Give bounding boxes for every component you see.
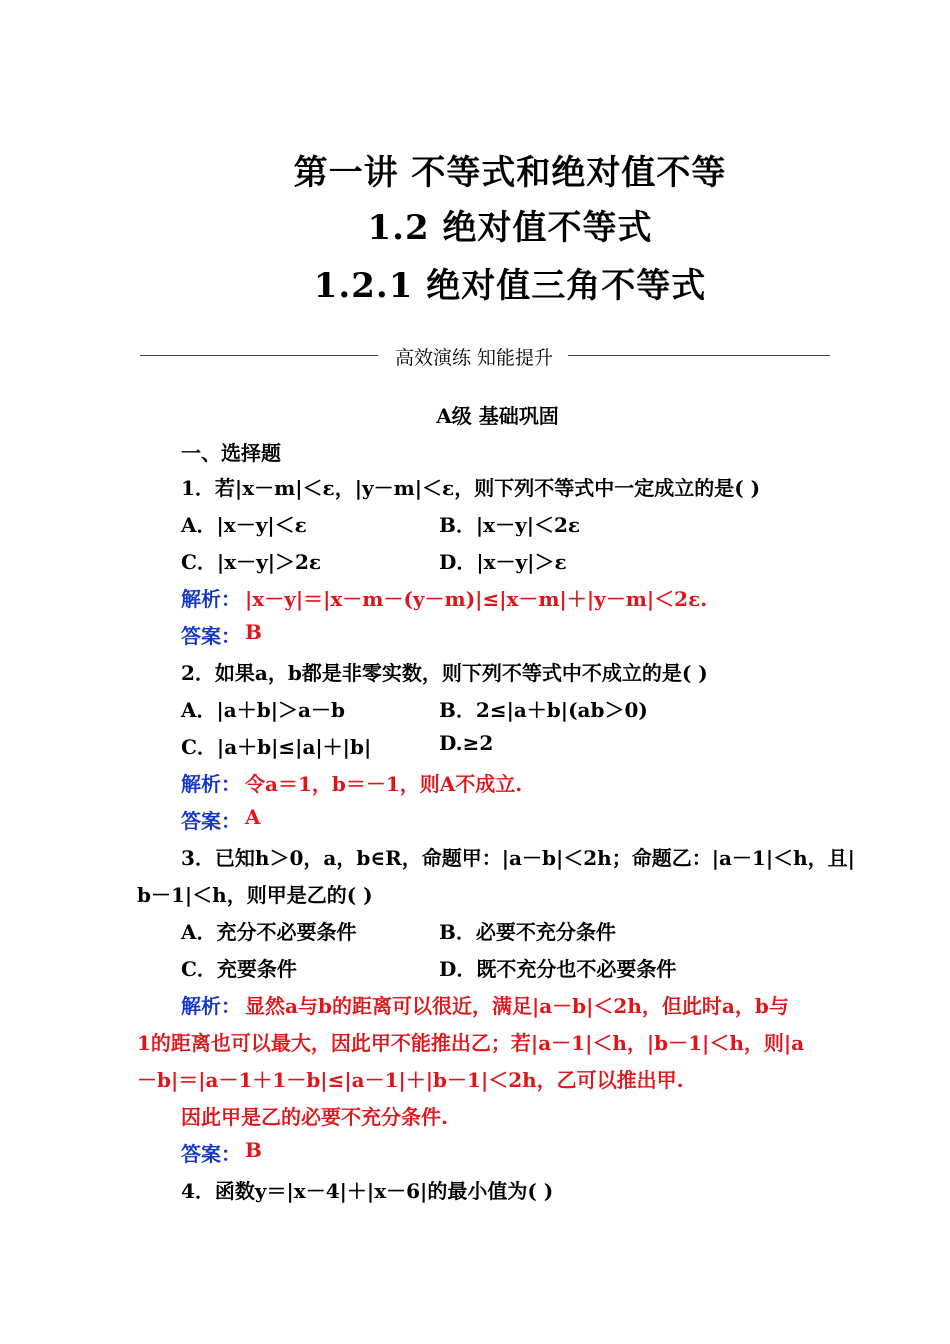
q2-option-b: B．2≤|a＋b|(ab＞0) <box>439 698 648 722</box>
question-4: 4．函数y＝|x－4|＋|x－6|的最小值为( ) <box>181 1179 554 1203</box>
q3-option-d: D．既不充分也不必要条件 <box>439 957 677 981</box>
q2-answer-label: 答案： <box>181 809 241 833</box>
part-heading: 一、选择题 <box>181 441 281 465</box>
q3-analysis-line-3: －b|＝|a－1＋1－b|≤|a－1|＋|b－1|＜2h，乙可以推出甲. <box>137 1068 684 1092</box>
q3-option-b: B．必要不充分条件 <box>439 920 616 944</box>
q3-analysis-line-1: 显然a与b的距离可以很近，满足|a－b|＜2h，但此时a，b与 <box>245 994 789 1018</box>
q1-analysis: |x－y|＝|x－m－(y－m)|≤|x－m|＋|y－m|＜2ε. <box>245 587 708 611</box>
question-2: 2．如果a，b都是非零实数，则下列不等式中不成立的是( ) <box>181 661 708 685</box>
q2-option-d: D.≥2 <box>439 731 494 755</box>
q1-answer-label: 答案： <box>181 624 241 648</box>
q2-analysis: 令a＝1，b＝－1，则A不成立. <box>245 772 523 796</box>
chapter-title: 第一讲 不等式和绝对值不等 <box>293 153 727 193</box>
banner-rule-left <box>140 355 378 356</box>
q2-option-a: A．|a＋b|＞a－b <box>181 698 345 722</box>
question-3-line-2: b－1|＜h，则甲是乙的( ) <box>137 883 373 907</box>
q2-option-c: C．|a＋b|≤|a|＋|b| <box>181 735 372 759</box>
q3-analysis-label: 解析： <box>181 994 241 1018</box>
q3-analysis-line-4: 因此甲是乙的必要不充分条件. <box>181 1105 448 1129</box>
q3-option-a: A．充分不必要条件 <box>181 920 357 944</box>
level-heading: A级 基础巩固 <box>436 404 559 428</box>
subsection-title: 1.2.1 绝对值三角不等式 <box>313 266 707 306</box>
q1-option-a: A．|x－y|＜ε <box>181 513 307 537</box>
q1-option-c: C．|x－y|＞2ε <box>181 550 322 574</box>
question-3-line-1: 3．已知h＞0，a，b∈R，命题甲：|a－b|＜2h；命题乙：|a－1|＜h，且| <box>181 846 855 870</box>
q3-answer-label: 答案： <box>181 1142 241 1166</box>
banner-rule-right <box>568 355 830 356</box>
q1-answer: B <box>245 620 262 644</box>
q3-answer: B <box>245 1138 262 1162</box>
q1-option-b: B．|x－y|＜2ε <box>439 513 581 537</box>
q3-analysis-line-2: 1的距离也可以最大，因此甲不能推出乙；若|a－1|＜h，|b－1|＜h，则|a <box>137 1031 805 1055</box>
banner-text: 高效演练 知能提升 <box>394 347 554 369</box>
q1-analysis-label: 解析： <box>181 587 241 611</box>
section-title: 1.2 绝对值不等式 <box>367 208 653 248</box>
section-banner <box>140 343 830 367</box>
q3-option-c: C．充要条件 <box>181 957 297 981</box>
q1-option-d: D．|x－y|＞ε <box>439 550 567 574</box>
question-1: 1．若|x－m|＜ε，|y－m|＜ε，则下列不等式中一定成立的是( ) <box>181 476 761 500</box>
q2-answer: A <box>245 805 261 829</box>
q2-analysis-label: 解析： <box>181 772 241 796</box>
